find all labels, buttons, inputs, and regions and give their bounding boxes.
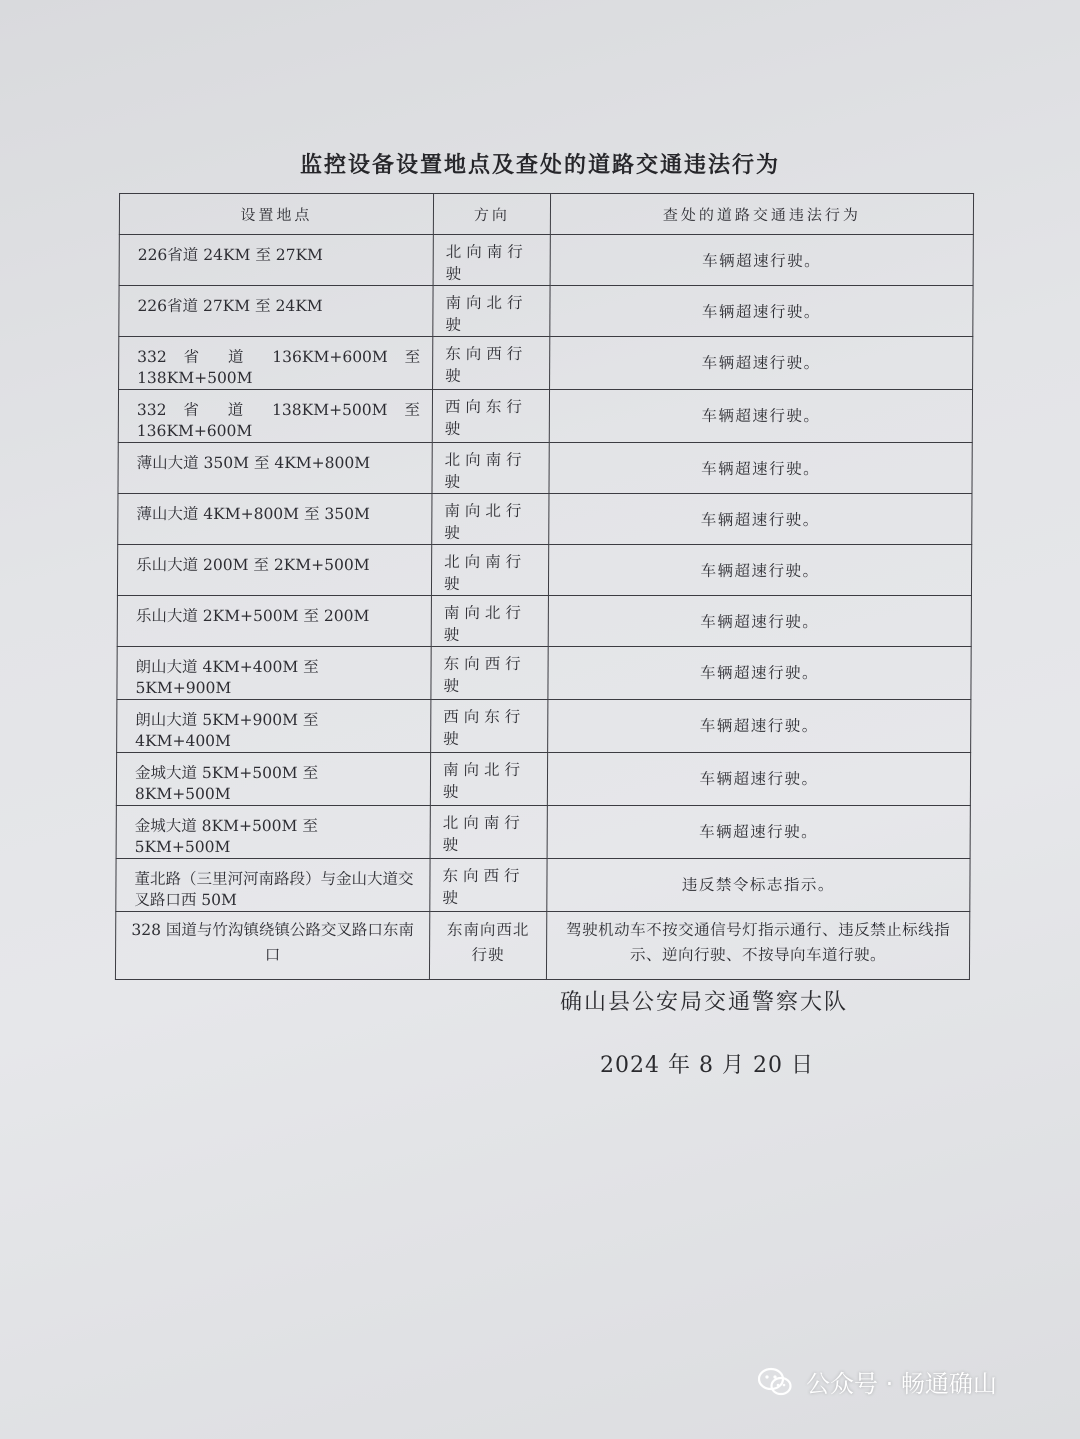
cell-violation: 车辆超速行驶。	[549, 390, 972, 443]
cell-location-text: 332 省 道 138KM+500M 至 136KM+600M	[136, 401, 420, 440]
cell-violation: 车辆超速行驶。	[548, 647, 971, 700]
table-row	[117, 647, 971, 700]
cell-location-text: 332 省 道 136KM+600M 至 138KM+500M	[137, 348, 421, 387]
cell-location: 董北路（三里河河南路段）与金山大道交叉路口西 50M	[116, 859, 430, 912]
document-title: 监控设备设置地点及查处的道路交通违法行为	[299, 152, 780, 178]
table-row	[119, 235, 973, 286]
table-row	[116, 806, 970, 859]
cell-direction: 东向西行驶	[433, 337, 550, 390]
table-row	[117, 596, 971, 647]
table-row	[116, 859, 970, 912]
table-row	[117, 545, 971, 596]
issuer-signature: 确山县公安局交通警察大队	[560, 990, 849, 1015]
table-row	[119, 337, 973, 390]
cell-violation: 车辆超速行驶。	[549, 443, 972, 494]
cell-violation: 车辆超速行驶。	[548, 596, 971, 647]
cell-violation: 车辆超速行驶。	[550, 286, 973, 337]
watermark	[758, 1364, 997, 1399]
monitoring-table	[115, 193, 974, 980]
cell-direction: 南向北行驶	[431, 596, 548, 647]
cell-location: 金城大道 5KM+500M 至 8KM+500M	[116, 753, 430, 806]
cell-direction: 东向西行驶	[430, 859, 547, 912]
cell-violation: 车辆超速行驶。	[547, 753, 970, 806]
cell-location: 乐山大道 2KM+500M 至 200M	[117, 596, 431, 647]
cell-location: 朗山大道 5KM+900M 至 4KM+400M	[117, 700, 431, 753]
wechat-icon	[758, 1367, 792, 1397]
cell-location: 薄山大道 350M 至 4KM+800M	[118, 443, 432, 494]
cell-location: 226省道 24KM 至 27KM	[119, 235, 433, 286]
cell-location: 金城大道 8KM+500M 至 5KM+500M	[116, 806, 430, 859]
cell-direction: 北向南行驶	[431, 545, 548, 596]
table-row	[115, 912, 969, 980]
cell-location: 226省道 27KM 至 24KM	[119, 286, 433, 337]
cell-location: 薄山大道 4KM+800M 至 350M	[118, 494, 432, 545]
issue-date: 2024 年 8 月 20 日	[600, 1053, 814, 1078]
table-row	[118, 443, 972, 494]
cell-direction: 南向北行驶	[433, 286, 550, 337]
cell-violation: 违反禁令标志指示。	[547, 859, 970, 912]
table-container	[115, 193, 974, 980]
cell-violation: 车辆超速行驶。	[549, 494, 972, 545]
watermark-text: 公众号 · 畅通确山	[806, 1370, 997, 1398]
cell-location: 乐山大道 200M 至 2KM+500M	[117, 545, 431, 596]
cell-violation: 车辆超速行驶。	[550, 235, 973, 286]
cell-violation: 车辆超速行驶。	[550, 337, 973, 390]
cell-violation: 车辆超速行驶。	[548, 700, 971, 753]
cell-location: 朗山大道 4KM+400M 至 5KM+900M	[117, 647, 431, 700]
table-header-row	[119, 194, 973, 235]
cell-location	[118, 390, 432, 443]
cell-direction: 北向南行驶	[433, 235, 550, 286]
header-direction: 方向	[433, 194, 550, 235]
cell-direction: 东向西行驶	[431, 647, 548, 700]
cell-direction: 东南向西北行驶	[429, 912, 546, 980]
cell-violation: 车辆超速行驶。	[548, 545, 971, 596]
cell-direction: 南向北行驶	[432, 494, 549, 545]
table-row	[117, 700, 971, 753]
cell-location: 328 国道与竹沟镇绕镇公路交叉路口东南口	[115, 912, 429, 980]
table-row	[118, 390, 972, 443]
cell-violation: 驾驶机动车不按交通信号灯指示通行、违反禁止标线指示、逆向行驶、不按导向车道行驶。	[546, 912, 969, 980]
table-row	[116, 753, 970, 806]
table-row	[119, 286, 973, 337]
cell-violation: 车辆超速行驶。	[547, 806, 970, 859]
cell-direction: 南向北行驶	[430, 753, 547, 806]
header-violation: 查处的道路交通违法行为	[550, 194, 973, 235]
cell-direction: 西向东行驶	[431, 700, 548, 753]
cell-location	[119, 337, 433, 390]
cell-direction: 北向南行驶	[430, 806, 547, 859]
table-row	[118, 494, 972, 545]
cell-direction: 西向东行驶	[432, 390, 549, 443]
cell-direction: 北向南行驶	[432, 443, 549, 494]
header-location: 设置地点	[119, 194, 433, 235]
